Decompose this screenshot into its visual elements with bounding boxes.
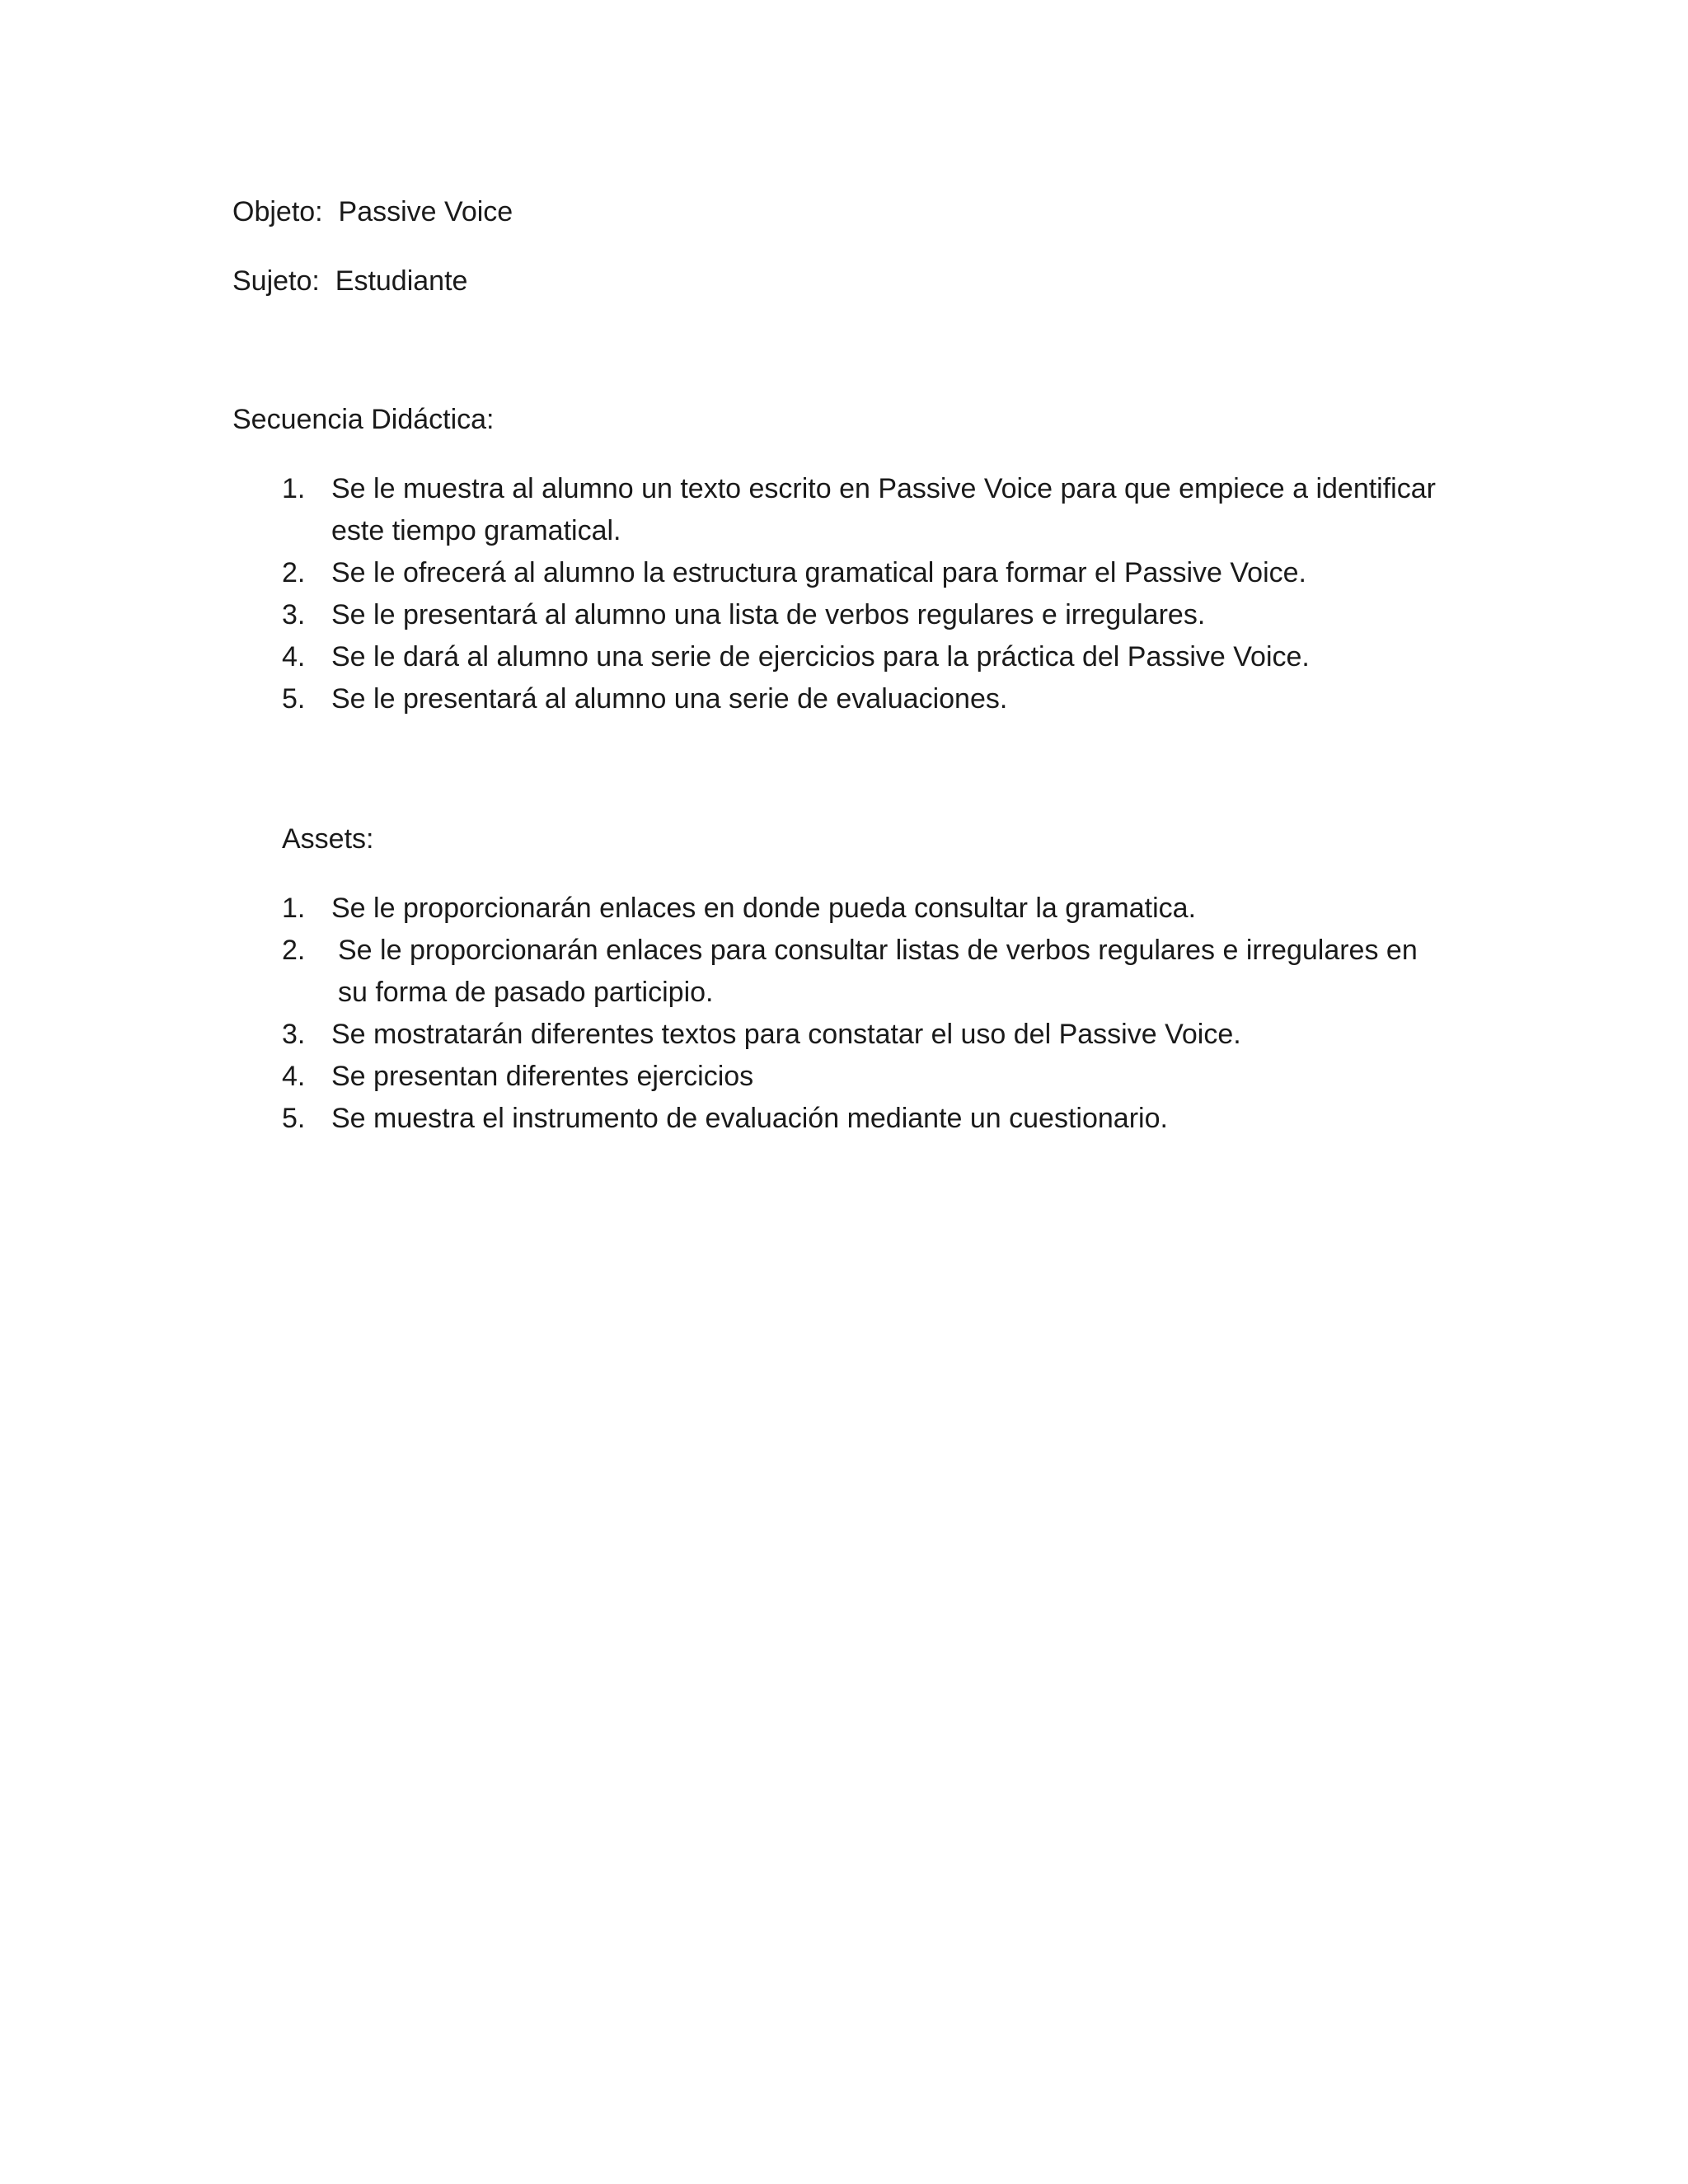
list-item-text: Se le ofrecerá al alumno la estructura gramatical para formar el Passive Voice. [331,557,1306,588]
sujeto-value: Estudiante [335,265,468,297]
list-item-text: Se le proporcionarán enlaces para consultar listas de verbos regulares e irregulares en su forma de pasado participio. [338,935,1418,1008]
list-item-text: Se muestra el instrumento de evaluación mediante un cuestionario. [331,1103,1168,1134]
list-item-text: Se le muestra al alumno un texto escrito en Passive Voice para que empiece a identificar este tiempo gramatical. [331,473,1436,546]
list-item-text: Se le proporcionarán enlaces en donde pueda consultar la gramatica. [331,893,1197,924]
list-item-number: 4. [282,641,306,673]
list-item-text: Se mostratarán diferentes textos para constatar el uso del Passive Voice. [331,1019,1241,1050]
objeto-value: Passive Voice [338,196,513,227]
secuencia-heading: Secuencia Didáctica: [232,404,495,435]
list-item-number: 4. [282,1061,306,1092]
list-item-number: 5. [282,683,306,715]
list-item-text: Se le presentará al alumno una lista de verbos regulares e irregulares. [331,599,1206,630]
secuencia-list [282,468,1452,720]
list-item-number: 2. [282,557,306,588]
list-item [282,930,1452,1014]
list-item [282,888,1452,930]
sujeto-line [232,260,467,302]
objeto-label: Objeto: [232,196,323,227]
list-item [282,552,1452,594]
list-item-text: Se le presentará al alumno una serie de evaluaciones. [331,683,1008,715]
list-item-number: 1. [282,473,306,504]
list-item-text: Se presentan diferentes ejercicios [331,1061,754,1092]
list-item-number: 3. [282,599,306,630]
list-item [282,636,1452,678]
list-item-text: Se le dará al alumno una serie de ejercicios para la práctica del Passive Voice. [331,641,1310,673]
list-item-number: 2. [282,935,306,966]
assets-list [282,888,1452,1140]
list-item-number: 1. [282,893,306,924]
objeto-line [232,191,513,233]
list-item-number: 3. [282,1019,306,1050]
assets-heading: Assets: [282,823,374,855]
list-item [282,468,1452,552]
sujeto-label: Sujeto: [232,265,320,297]
list-item [282,1014,1452,1056]
list-item [282,678,1452,720]
list-item [282,1098,1452,1140]
list-item [282,1056,1452,1098]
list-item [282,594,1452,636]
list-item-number: 5. [282,1103,306,1134]
